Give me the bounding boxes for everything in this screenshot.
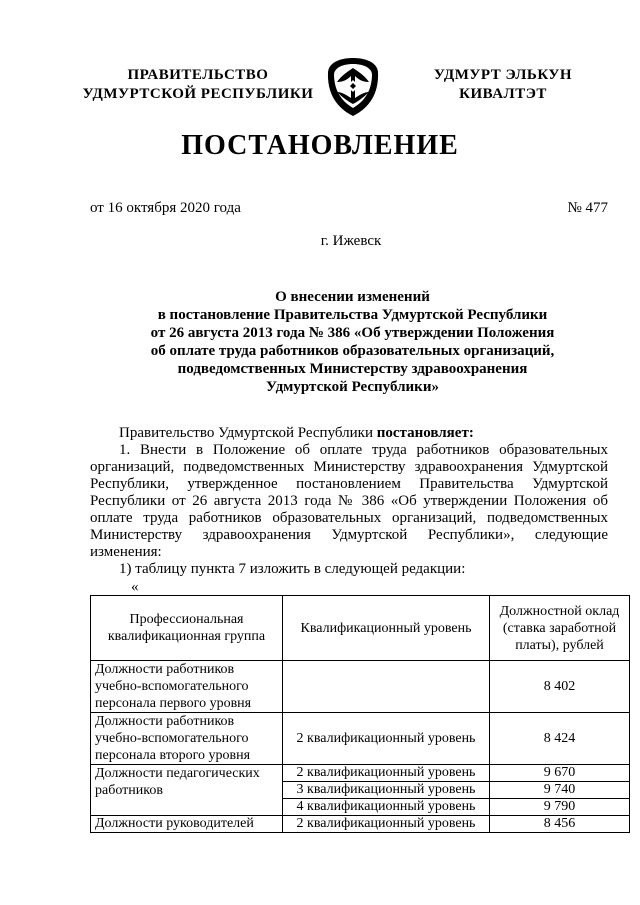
document-body [90, 425, 608, 578]
header-level: Квалификационный уровень [283, 596, 490, 661]
para1-line: организаций, подведомственных Министерству здравоохранения Удмуртской [90, 459, 608, 475]
title-line: Удмуртской Республики» [266, 379, 439, 395]
cell-group: Должности руководителей [91, 816, 283, 833]
intro-text: Правительство Удмуртской Республики [119, 425, 377, 441]
table-row [91, 816, 630, 833]
header-right-line-2: КИВАЛТЭТ [459, 86, 547, 102]
para1-line: Республики от 26 августа 2013 года № 386 «Об утверждении Положения об [90, 493, 608, 509]
document-number: № 477 [567, 200, 608, 216]
cell-salary: 9 790 [490, 799, 630, 816]
para1-line: 1. Внести в Положение об оплате труда работников образовательных [119, 442, 608, 458]
para1-line: Министерству здравоохранения Удмуртской Республики», следующие [90, 527, 608, 543]
intro-resolves: постановляет: [376, 425, 474, 441]
item-1: 1) таблицу пункта 7 изложить в следующей редакции: [119, 561, 466, 577]
table-row [91, 765, 630, 782]
cell-level: 2 квалификационный уровень [283, 765, 490, 782]
cell-level: 3 квалификационный уровень [283, 782, 490, 799]
cell-group: Должности работников учебно-вспомогательного персонала первого уровня [91, 661, 283, 713]
cell-level: 4 квалификационный уровень [283, 799, 490, 816]
government-name-udmurt [408, 66, 598, 104]
table-row [91, 661, 630, 713]
title-line: О внесении изменений [275, 289, 430, 305]
cell-salary: 9 670 [490, 765, 630, 782]
cell-salary: 8 402 [490, 661, 630, 713]
salary-table [90, 595, 630, 833]
cell-level: 2 квалификационный уровень [283, 816, 490, 833]
document-city: г. Ижевск [320, 233, 382, 249]
cell-salary: 9 740 [490, 782, 630, 799]
header-left-line-2: УДМУРТСКОЙ РЕСПУБЛИКИ [82, 86, 314, 102]
para1-line: Республики, утвержденное постановлением Правительства Удмуртской [90, 476, 608, 492]
title-line: подведомственных Министерству здравоохранения [177, 361, 528, 377]
para1-line: изменения: [90, 544, 162, 560]
para1-line: оплате труда работников образовательных организаций, подведомственных [90, 510, 608, 526]
cell-salary: 8 424 [490, 713, 630, 765]
cell-level [283, 661, 490, 713]
title-line: об оплате труда работников образовательных организаций, [150, 343, 555, 359]
document-date: от 16 октября 2020 года [90, 200, 241, 216]
header-group: Профессиональная квалификационная группа [91, 596, 283, 661]
header-salary: Должностной оклад (ставка заработной платы), рублей [490, 596, 630, 661]
header-right-line-1: УДМУРТ ЭЛЬКУН [433, 67, 573, 83]
document-title [100, 288, 605, 396]
cell-salary: 8 456 [490, 816, 630, 833]
table-row [91, 713, 630, 765]
title-line: от 26 августа 2013 года № 386 «Об утверждении Положения [150, 325, 555, 341]
government-name-russian [78, 66, 318, 104]
opening-quote: « [131, 579, 139, 595]
table-header-row [91, 596, 630, 661]
title-line: в постановление Правительства Удмуртской Республики [157, 307, 548, 323]
intro-paragraph [90, 425, 608, 442]
cell-group: Должности педагогических работников [91, 765, 283, 816]
cell-level: 2 квалификационный уровень [283, 713, 490, 765]
header-left-line-1: ПРАВИТЕЛЬСТВО [127, 67, 269, 83]
document-type-heading: ПОСТАНОВЛЕНИЕ [181, 130, 459, 161]
cell-group: Должности работников учебно-вспомогательного персонала второго уровня [91, 713, 283, 765]
udmurt-coat-of-arms-icon [325, 56, 381, 118]
